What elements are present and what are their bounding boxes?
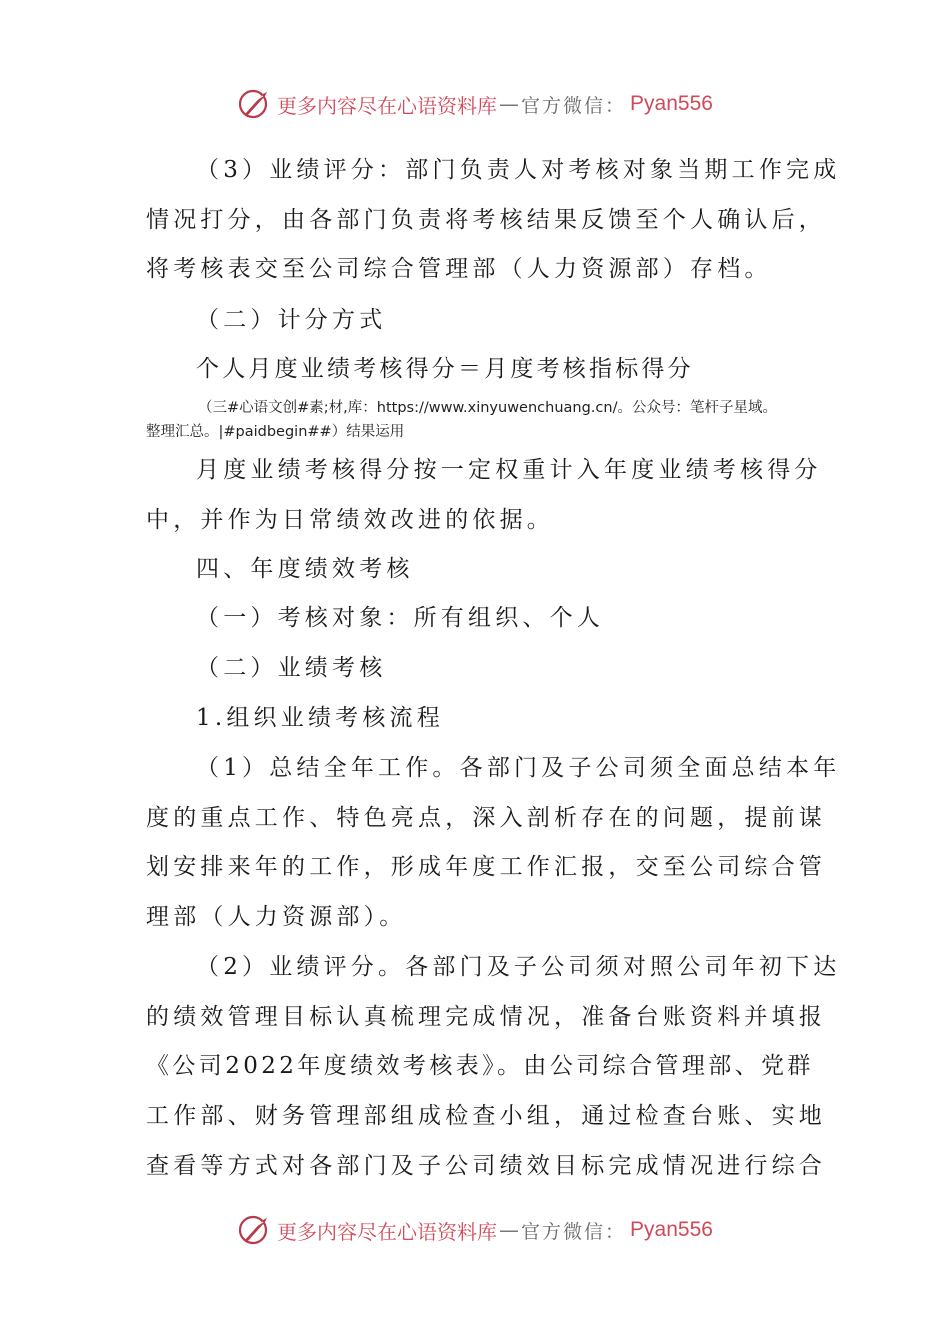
text-line: 工作部、财务管理部组成检查小组，通过检查台账、实地 xyxy=(146,1103,826,1130)
banner-dash: — xyxy=(499,1218,520,1242)
heading-performance-assessment xyxy=(146,644,806,694)
text-line: （2）业绩评分。各部门及子公司须对照公司年初下达 xyxy=(196,954,841,980)
banner-wechat-id: Pyan556 xyxy=(630,1218,713,1241)
text-line: （二）计分方式 xyxy=(196,307,387,333)
paragraph-monthly-score-usage xyxy=(146,446,822,545)
text-line: （三#心语文创#素;材,库：https://www.xinyuwenchuang.cn/。公众号：笔杆子星域。 xyxy=(198,400,777,416)
heading-org-process xyxy=(146,694,806,744)
text-line: 将考核表交至公司综合管理部（人力资源部）存档。 xyxy=(146,256,772,283)
text-line: （二）业绩考核 xyxy=(196,655,387,681)
heading-scoring-method xyxy=(146,296,806,346)
text-line: 整理汇总。|#paidbegin##）结果运用 xyxy=(146,424,405,440)
paragraph-performance-scoring xyxy=(146,146,841,295)
text-line: 理部（人力资源部）。 xyxy=(146,904,407,931)
text-line: 查看等方式对各部门及子公司绩效目标完成情况进行综合 xyxy=(146,1152,826,1179)
text-line: 《公司2022年度绩效考核表》。由公司综合管理部、党群 xyxy=(146,1053,814,1080)
quill-pen-logo-icon xyxy=(237,1212,273,1248)
text-line: 个人月度业绩考核得分＝月度考核指标得分 xyxy=(196,356,694,382)
quill-pen-logo-icon xyxy=(237,86,273,122)
text-line: 划安排来年的工作，形成年度工作汇报，交至公司综合管 xyxy=(146,854,826,881)
paragraph-performance-scoring-annual xyxy=(146,943,841,1191)
banner-wechat-label: 官方微信： xyxy=(521,94,627,117)
header-watermark-banner xyxy=(0,82,950,126)
footer-watermark-banner xyxy=(0,1208,950,1252)
text-line: 1.组织业绩考核流程 xyxy=(196,705,444,731)
text-line: 的绩效管理目标认真梳理完成情况，准备台账资料并填报 xyxy=(146,1003,826,1030)
banner-wechat-id: Pyan556 xyxy=(630,92,713,115)
banner-wechat-label: 官方微信： xyxy=(521,1220,627,1243)
text-line: 四、年度绩效考核 xyxy=(196,556,414,582)
text-line: （1）总结全年工作。各部门及子公司须全面总结本年 xyxy=(196,755,841,781)
watermark-source-note xyxy=(146,396,816,444)
banner-dash: — xyxy=(499,92,520,116)
heading-annual-assessment xyxy=(146,545,806,595)
text-line: 中，并作为日常绩效改进的依据。 xyxy=(146,506,554,533)
text-line: 情况打分，由各部门负责将考核结果反馈至个人确认后， xyxy=(146,206,826,233)
text-line: 月度业绩考核得分按一定权重计入年度业绩考核得分 xyxy=(196,457,822,483)
banner-slogan: 更多内容尽在心语资料库 xyxy=(277,1219,498,1244)
text-line: （3）业绩评分：部门负责人对考核对象当期工作完成 xyxy=(196,157,841,183)
paragraph-score-formula xyxy=(146,345,806,395)
banner-slogan: 更多内容尽在心语资料库 xyxy=(277,93,498,118)
text-line: （一）考核对象：所有组织、个人 xyxy=(196,605,604,631)
paragraph-assessment-target xyxy=(146,594,806,644)
text-line: 度的重点工作、特色亮点，深入剖析存在的问题，提前谋 xyxy=(146,804,826,831)
paragraph-annual-summary xyxy=(146,744,841,943)
